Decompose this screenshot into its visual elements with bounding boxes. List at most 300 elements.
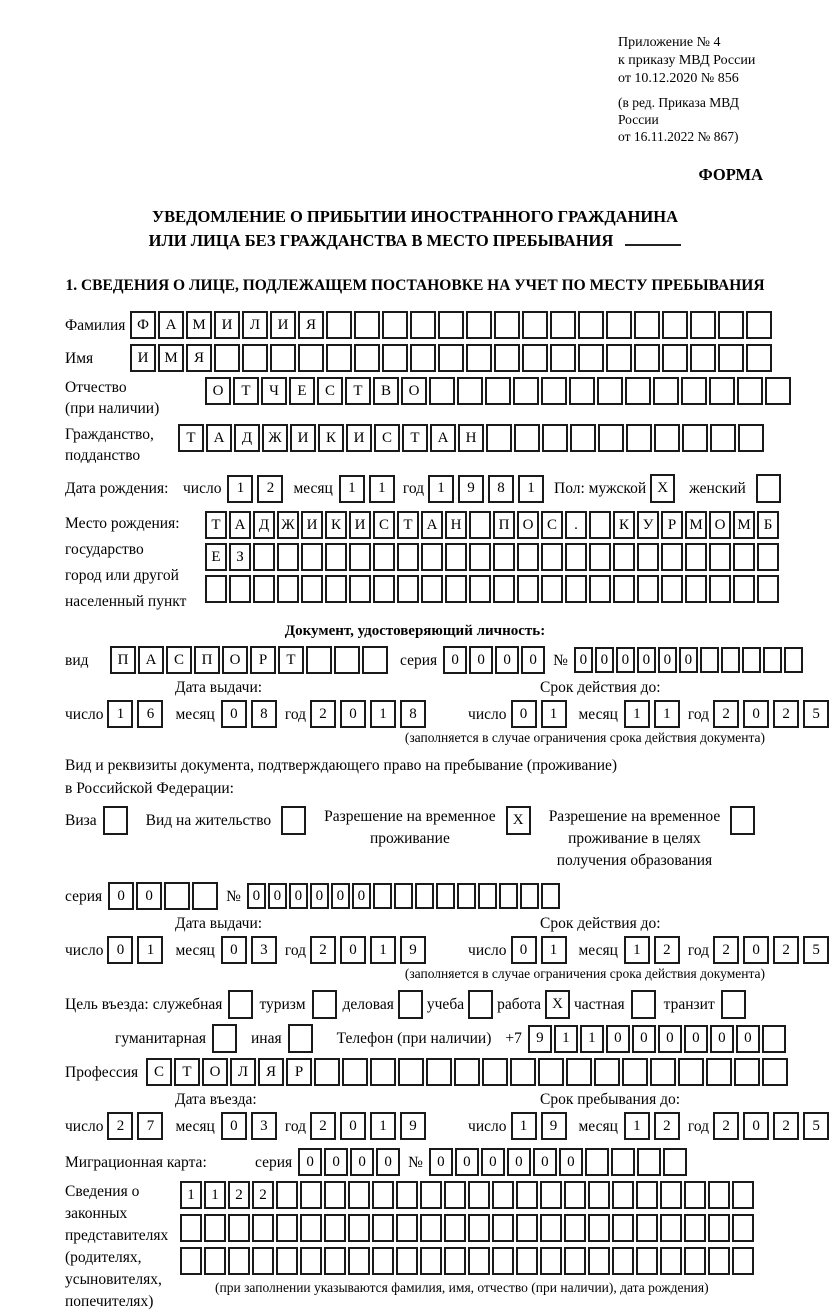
char-box[interactable] bbox=[625, 377, 651, 405]
char-box[interactable] bbox=[252, 1214, 274, 1242]
doc-valid-month-boxes[interactable] bbox=[624, 700, 684, 728]
char-box[interactable]: И bbox=[290, 424, 316, 452]
purpose-work-checkbox[interactable]: X bbox=[545, 990, 570, 1019]
char-box[interactable] bbox=[706, 1058, 732, 1086]
doc-type-boxes[interactable] bbox=[110, 646, 390, 674]
char-box[interactable]: 0 bbox=[481, 1148, 505, 1176]
char-box[interactable] bbox=[396, 1247, 418, 1275]
visa-checkbox[interactable] bbox=[103, 806, 128, 835]
char-box[interactable] bbox=[653, 377, 679, 405]
char-box[interactable]: А bbox=[158, 311, 184, 339]
char-box[interactable]: П bbox=[110, 646, 136, 674]
char-box[interactable]: 0 bbox=[632, 1025, 656, 1053]
char-box[interactable]: А bbox=[229, 511, 251, 539]
char-box[interactable]: 2 bbox=[107, 1112, 133, 1140]
char-box[interactable] bbox=[164, 882, 190, 910]
stay-year-boxes[interactable] bbox=[713, 1112, 833, 1140]
migration-number-boxes[interactable] bbox=[429, 1148, 689, 1176]
char-box[interactable] bbox=[520, 883, 539, 909]
char-box[interactable] bbox=[690, 311, 716, 339]
char-box[interactable]: 8 bbox=[251, 700, 277, 728]
char-box[interactable]: 2 bbox=[252, 1181, 274, 1209]
char-box[interactable] bbox=[541, 377, 567, 405]
char-box[interactable] bbox=[510, 1058, 536, 1086]
char-box[interactable]: 0 bbox=[658, 1025, 682, 1053]
char-box[interactable]: 1 bbox=[624, 936, 650, 964]
char-box[interactable]: Т bbox=[174, 1058, 200, 1086]
char-box[interactable] bbox=[564, 1247, 586, 1275]
entry-year-boxes[interactable] bbox=[310, 1112, 430, 1140]
char-box[interactable] bbox=[612, 1214, 634, 1242]
char-box[interactable] bbox=[180, 1214, 202, 1242]
char-box[interactable]: 1 bbox=[624, 1112, 650, 1140]
char-box[interactable] bbox=[421, 575, 443, 603]
char-box[interactable] bbox=[541, 575, 563, 603]
char-box[interactable] bbox=[660, 1181, 682, 1209]
char-box[interactable]: Е bbox=[205, 543, 227, 571]
purpose-study-checkbox[interactable] bbox=[468, 990, 493, 1019]
char-box[interactable] bbox=[613, 543, 635, 571]
char-box[interactable] bbox=[482, 1058, 508, 1086]
char-box[interactable] bbox=[542, 424, 568, 452]
char-box[interactable] bbox=[626, 424, 652, 452]
char-box[interactable] bbox=[654, 424, 680, 452]
char-box[interactable]: 2 bbox=[310, 700, 336, 728]
char-box[interactable]: Н bbox=[445, 511, 467, 539]
char-box[interactable] bbox=[324, 1181, 346, 1209]
char-box[interactable] bbox=[445, 543, 467, 571]
representatives-row3-boxes[interactable] bbox=[180, 1247, 756, 1275]
char-box[interactable]: Т bbox=[278, 646, 304, 674]
patronymic-boxes[interactable] bbox=[205, 377, 793, 405]
purpose-transit-checkbox[interactable] bbox=[721, 990, 746, 1019]
char-box[interactable]: С bbox=[317, 377, 343, 405]
char-box[interactable]: 0 bbox=[616, 647, 635, 673]
birth-place-row1-boxes[interactable] bbox=[205, 511, 781, 539]
char-box[interactable]: О bbox=[222, 646, 248, 674]
char-box[interactable] bbox=[678, 1058, 704, 1086]
char-box[interactable]: 0 bbox=[743, 700, 769, 728]
char-box[interactable] bbox=[426, 1058, 452, 1086]
char-box[interactable]: 2 bbox=[228, 1181, 250, 1209]
char-box[interactable] bbox=[445, 575, 467, 603]
edu-residence-checkbox[interactable] bbox=[730, 806, 755, 835]
purpose-official-checkbox[interactable] bbox=[228, 990, 253, 1019]
char-box[interactable]: И bbox=[346, 424, 372, 452]
char-box[interactable]: Л bbox=[242, 311, 268, 339]
char-box[interactable]: Т bbox=[402, 424, 428, 452]
char-box[interactable]: Ж bbox=[262, 424, 288, 452]
char-box[interactable] bbox=[277, 543, 299, 571]
char-box[interactable]: Я bbox=[298, 311, 324, 339]
char-box[interactable] bbox=[732, 1247, 754, 1275]
char-box[interactable] bbox=[301, 543, 323, 571]
char-box[interactable]: 0 bbox=[574, 647, 593, 673]
char-box[interactable]: У bbox=[637, 511, 659, 539]
char-box[interactable]: 3 bbox=[251, 936, 277, 964]
char-box[interactable] bbox=[569, 377, 595, 405]
char-box[interactable] bbox=[372, 1181, 394, 1209]
char-box[interactable]: 0 bbox=[221, 700, 247, 728]
char-box[interactable] bbox=[469, 511, 491, 539]
char-box[interactable]: 0 bbox=[376, 1148, 400, 1176]
char-box[interactable] bbox=[784, 647, 803, 673]
birth-day-boxes[interactable] bbox=[227, 475, 287, 503]
char-box[interactable] bbox=[634, 344, 660, 372]
char-box[interactable] bbox=[517, 543, 539, 571]
char-box[interactable]: О bbox=[401, 377, 427, 405]
char-box[interactable] bbox=[493, 575, 515, 603]
char-box[interactable]: Ф bbox=[130, 311, 156, 339]
char-box[interactable] bbox=[550, 344, 576, 372]
given-name-boxes[interactable] bbox=[130, 344, 774, 372]
char-box[interactable] bbox=[757, 575, 779, 603]
char-box[interactable] bbox=[298, 344, 324, 372]
char-box[interactable] bbox=[565, 575, 587, 603]
char-box[interactable] bbox=[685, 575, 707, 603]
char-box[interactable] bbox=[663, 1148, 687, 1176]
char-box[interactable] bbox=[228, 1247, 250, 1275]
char-box[interactable] bbox=[444, 1214, 466, 1242]
residence-permit-checkbox[interactable] bbox=[281, 806, 306, 835]
char-box[interactable] bbox=[394, 883, 413, 909]
char-box[interactable] bbox=[570, 424, 596, 452]
char-box[interactable]: О bbox=[709, 511, 731, 539]
residence-issue-month-boxes[interactable] bbox=[221, 936, 281, 964]
char-box[interactable]: К bbox=[325, 511, 347, 539]
char-box[interactable]: Н bbox=[458, 424, 484, 452]
doc-issue-year-boxes[interactable] bbox=[310, 700, 430, 728]
char-box[interactable]: 9 bbox=[528, 1025, 552, 1053]
char-box[interactable] bbox=[349, 543, 371, 571]
char-box[interactable] bbox=[324, 1247, 346, 1275]
char-box[interactable]: 0 bbox=[443, 646, 467, 674]
citizenship-boxes[interactable] bbox=[178, 424, 766, 452]
char-box[interactable] bbox=[708, 1247, 730, 1275]
char-box[interactable]: А bbox=[421, 511, 443, 539]
char-box[interactable] bbox=[349, 575, 371, 603]
char-box[interactable] bbox=[436, 883, 455, 909]
char-box[interactable]: В bbox=[373, 377, 399, 405]
char-box[interactable] bbox=[578, 311, 604, 339]
char-box[interactable]: 1 bbox=[580, 1025, 604, 1053]
char-box[interactable] bbox=[410, 311, 436, 339]
char-box[interactable] bbox=[540, 1214, 562, 1242]
char-box[interactable]: О bbox=[517, 511, 539, 539]
sex-male-checkbox[interactable]: X bbox=[650, 474, 675, 503]
representatives-row2-boxes[interactable] bbox=[180, 1214, 756, 1242]
char-box[interactable] bbox=[762, 1058, 788, 1086]
char-box[interactable] bbox=[585, 1148, 609, 1176]
char-box[interactable] bbox=[550, 311, 576, 339]
char-box[interactable]: 0 bbox=[352, 883, 371, 909]
char-box[interactable] bbox=[636, 1214, 658, 1242]
char-box[interactable] bbox=[762, 1025, 786, 1053]
char-box[interactable] bbox=[685, 543, 707, 571]
char-box[interactable] bbox=[204, 1247, 226, 1275]
char-box[interactable] bbox=[314, 1058, 340, 1086]
char-box[interactable]: 0 bbox=[429, 1148, 453, 1176]
char-box[interactable] bbox=[348, 1181, 370, 1209]
char-box[interactable]: 0 bbox=[324, 1148, 348, 1176]
char-box[interactable] bbox=[541, 883, 560, 909]
char-box[interactable] bbox=[612, 1247, 634, 1275]
char-box[interactable] bbox=[397, 575, 419, 603]
phone-boxes[interactable] bbox=[528, 1025, 788, 1053]
char-box[interactable]: 9 bbox=[458, 475, 484, 503]
char-box[interactable] bbox=[421, 543, 443, 571]
char-box[interactable]: Ж bbox=[277, 511, 299, 539]
char-box[interactable] bbox=[634, 311, 660, 339]
char-box[interactable] bbox=[684, 1247, 706, 1275]
char-box[interactable] bbox=[429, 377, 455, 405]
char-box[interactable] bbox=[306, 646, 332, 674]
char-box[interactable]: 9 bbox=[400, 1112, 426, 1140]
residence-valid-year-boxes[interactable] bbox=[713, 936, 833, 964]
char-box[interactable] bbox=[589, 543, 611, 571]
char-box[interactable]: С bbox=[374, 424, 400, 452]
char-box[interactable] bbox=[514, 424, 540, 452]
char-box[interactable] bbox=[468, 1214, 490, 1242]
sex-female-checkbox[interactable] bbox=[756, 474, 781, 503]
char-box[interactable] bbox=[301, 575, 323, 603]
char-box[interactable]: 0 bbox=[511, 936, 537, 964]
char-box[interactable] bbox=[478, 883, 497, 909]
char-box[interactable] bbox=[270, 344, 296, 372]
char-box[interactable]: 0 bbox=[679, 647, 698, 673]
char-box[interactable]: 9 bbox=[541, 1112, 567, 1140]
char-box[interactable] bbox=[622, 1058, 648, 1086]
char-box[interactable]: 2 bbox=[310, 936, 336, 964]
char-box[interactable] bbox=[684, 1214, 706, 1242]
char-box[interactable] bbox=[420, 1181, 442, 1209]
char-box[interactable]: 5 bbox=[803, 936, 829, 964]
doc-number-boxes[interactable] bbox=[574, 647, 805, 673]
char-box[interactable] bbox=[765, 377, 791, 405]
char-box[interactable] bbox=[486, 424, 512, 452]
char-box[interactable] bbox=[252, 1247, 274, 1275]
representatives-row1-boxes[interactable] bbox=[180, 1181, 756, 1209]
char-box[interactable] bbox=[466, 311, 492, 339]
char-box[interactable] bbox=[370, 1058, 396, 1086]
char-box[interactable]: А bbox=[430, 424, 456, 452]
char-box[interactable] bbox=[565, 543, 587, 571]
char-box[interactable] bbox=[457, 883, 476, 909]
purpose-humanitarian-checkbox[interactable] bbox=[212, 1024, 237, 1053]
char-box[interactable] bbox=[516, 1247, 538, 1275]
char-box[interactable]: 0 bbox=[221, 1112, 247, 1140]
char-box[interactable] bbox=[709, 543, 731, 571]
char-box[interactable] bbox=[682, 424, 708, 452]
char-box[interactable]: Б bbox=[757, 511, 779, 539]
char-box[interactable]: Т bbox=[345, 377, 371, 405]
char-box[interactable] bbox=[662, 344, 688, 372]
char-box[interactable] bbox=[420, 1214, 442, 1242]
char-box[interactable]: З bbox=[229, 543, 251, 571]
char-box[interactable] bbox=[457, 377, 483, 405]
char-box[interactable] bbox=[684, 1181, 706, 1209]
char-box[interactable]: 1 bbox=[511, 1112, 537, 1140]
char-box[interactable]: А bbox=[206, 424, 232, 452]
char-box[interactable] bbox=[420, 1247, 442, 1275]
char-box[interactable]: 2 bbox=[654, 1112, 680, 1140]
char-box[interactable] bbox=[180, 1247, 202, 1275]
char-box[interactable] bbox=[326, 344, 352, 372]
char-box[interactable] bbox=[276, 1247, 298, 1275]
migration-series-boxes[interactable] bbox=[298, 1148, 402, 1176]
char-box[interactable]: . bbox=[565, 511, 587, 539]
char-box[interactable] bbox=[325, 543, 347, 571]
char-box[interactable]: М bbox=[158, 344, 184, 372]
residence-issue-day-boxes[interactable] bbox=[107, 936, 167, 964]
char-box[interactable]: Р bbox=[250, 646, 276, 674]
char-box[interactable]: 0 bbox=[595, 647, 614, 673]
char-box[interactable] bbox=[763, 647, 782, 673]
char-box[interactable] bbox=[192, 882, 218, 910]
temp-residence-checkbox[interactable]: X bbox=[506, 806, 531, 835]
char-box[interactable] bbox=[468, 1247, 490, 1275]
char-box[interactable] bbox=[718, 311, 744, 339]
char-box[interactable] bbox=[637, 575, 659, 603]
char-box[interactable]: О bbox=[202, 1058, 228, 1086]
char-box[interactable] bbox=[205, 575, 227, 603]
char-box[interactable]: 1 bbox=[624, 700, 650, 728]
char-box[interactable] bbox=[636, 1247, 658, 1275]
surname-boxes[interactable] bbox=[130, 311, 774, 339]
char-box[interactable]: 2 bbox=[654, 936, 680, 964]
char-box[interactable] bbox=[454, 1058, 480, 1086]
char-box[interactable]: 7 bbox=[137, 1112, 163, 1140]
char-box[interactable] bbox=[588, 1181, 610, 1209]
char-box[interactable] bbox=[300, 1247, 322, 1275]
char-box[interactable] bbox=[438, 311, 464, 339]
char-box[interactable] bbox=[564, 1181, 586, 1209]
char-box[interactable] bbox=[373, 575, 395, 603]
char-box[interactable] bbox=[253, 543, 275, 571]
char-box[interactable] bbox=[372, 1214, 394, 1242]
char-box[interactable]: 1 bbox=[180, 1181, 202, 1209]
char-box[interactable]: 0 bbox=[107, 936, 133, 964]
char-box[interactable] bbox=[742, 647, 761, 673]
char-box[interactable] bbox=[606, 311, 632, 339]
char-box[interactable]: С bbox=[541, 511, 563, 539]
char-box[interactable]: 2 bbox=[713, 700, 739, 728]
stay-day-boxes[interactable] bbox=[511, 1112, 571, 1140]
char-box[interactable] bbox=[738, 424, 764, 452]
char-box[interactable] bbox=[300, 1181, 322, 1209]
char-box[interactable] bbox=[493, 543, 515, 571]
char-box[interactable]: 0 bbox=[684, 1025, 708, 1053]
char-box[interactable] bbox=[438, 344, 464, 372]
char-box[interactable]: И bbox=[349, 511, 371, 539]
char-box[interactable]: К bbox=[318, 424, 344, 452]
char-box[interactable] bbox=[718, 344, 744, 372]
char-box[interactable] bbox=[757, 543, 779, 571]
purpose-other-checkbox[interactable] bbox=[288, 1024, 313, 1053]
char-box[interactable]: 0 bbox=[298, 1148, 322, 1176]
char-box[interactable] bbox=[734, 1058, 760, 1086]
char-box[interactable] bbox=[469, 575, 491, 603]
char-box[interactable] bbox=[362, 646, 388, 674]
char-box[interactable]: М bbox=[733, 511, 755, 539]
char-box[interactable]: Р bbox=[661, 511, 683, 539]
char-box[interactable]: 8 bbox=[400, 700, 426, 728]
char-box[interactable] bbox=[662, 311, 688, 339]
char-box[interactable]: И bbox=[301, 511, 323, 539]
char-box[interactable] bbox=[637, 543, 659, 571]
char-box[interactable] bbox=[466, 344, 492, 372]
char-box[interactable] bbox=[468, 1181, 490, 1209]
residence-number-boxes[interactable] bbox=[247, 883, 562, 909]
char-box[interactable]: 1 bbox=[554, 1025, 578, 1053]
char-box[interactable] bbox=[598, 424, 624, 452]
char-box[interactable] bbox=[516, 1214, 538, 1242]
char-box[interactable]: 1 bbox=[541, 936, 567, 964]
char-box[interactable]: 1 bbox=[204, 1181, 226, 1209]
entry-month-boxes[interactable] bbox=[221, 1112, 281, 1140]
char-box[interactable]: П bbox=[194, 646, 220, 674]
char-box[interactable] bbox=[733, 543, 755, 571]
char-box[interactable]: 0 bbox=[310, 883, 329, 909]
char-box[interactable] bbox=[334, 646, 360, 674]
char-box[interactable] bbox=[636, 1181, 658, 1209]
char-box[interactable] bbox=[650, 1058, 676, 1086]
char-box[interactable]: 1 bbox=[370, 1112, 396, 1140]
char-box[interactable]: 0 bbox=[637, 647, 656, 673]
char-box[interactable] bbox=[588, 1247, 610, 1275]
char-box[interactable]: 1 bbox=[370, 700, 396, 728]
char-box[interactable]: 0 bbox=[606, 1025, 630, 1053]
char-box[interactable]: 1 bbox=[339, 475, 365, 503]
char-box[interactable]: 0 bbox=[340, 1112, 366, 1140]
char-box[interactable] bbox=[242, 344, 268, 372]
char-box[interactable]: 0 bbox=[108, 882, 134, 910]
char-box[interactable] bbox=[300, 1214, 322, 1242]
char-box[interactable] bbox=[660, 1247, 682, 1275]
char-box[interactable] bbox=[710, 424, 736, 452]
char-box[interactable] bbox=[492, 1214, 514, 1242]
char-box[interactable] bbox=[660, 1214, 682, 1242]
char-box[interactable] bbox=[597, 377, 623, 405]
char-box[interactable]: 0 bbox=[743, 936, 769, 964]
char-box[interactable]: 2 bbox=[773, 936, 799, 964]
doc-valid-year-boxes[interactable] bbox=[713, 700, 833, 728]
doc-issue-day-boxes[interactable] bbox=[107, 700, 167, 728]
char-box[interactable] bbox=[396, 1214, 418, 1242]
char-box[interactable]: М bbox=[186, 311, 212, 339]
char-box[interactable]: Ч bbox=[261, 377, 287, 405]
char-box[interactable]: 0 bbox=[221, 936, 247, 964]
char-box[interactable] bbox=[578, 344, 604, 372]
char-box[interactable]: 0 bbox=[289, 883, 308, 909]
residence-valid-month-boxes[interactable] bbox=[624, 936, 684, 964]
char-box[interactable]: Д bbox=[253, 511, 275, 539]
char-box[interactable]: 1 bbox=[370, 936, 396, 964]
char-box[interactable] bbox=[681, 377, 707, 405]
char-box[interactable] bbox=[708, 1181, 730, 1209]
char-box[interactable] bbox=[415, 883, 434, 909]
doc-series-boxes[interactable] bbox=[443, 646, 547, 674]
char-box[interactable]: 5 bbox=[803, 1112, 829, 1140]
char-box[interactable] bbox=[382, 344, 408, 372]
char-box[interactable]: 1 bbox=[107, 700, 133, 728]
char-box[interactable] bbox=[746, 344, 772, 372]
char-box[interactable]: Р bbox=[286, 1058, 312, 1086]
char-box[interactable] bbox=[732, 1214, 754, 1242]
char-box[interactable]: Л bbox=[230, 1058, 256, 1086]
char-box[interactable] bbox=[325, 575, 347, 603]
char-box[interactable]: 2 bbox=[773, 700, 799, 728]
